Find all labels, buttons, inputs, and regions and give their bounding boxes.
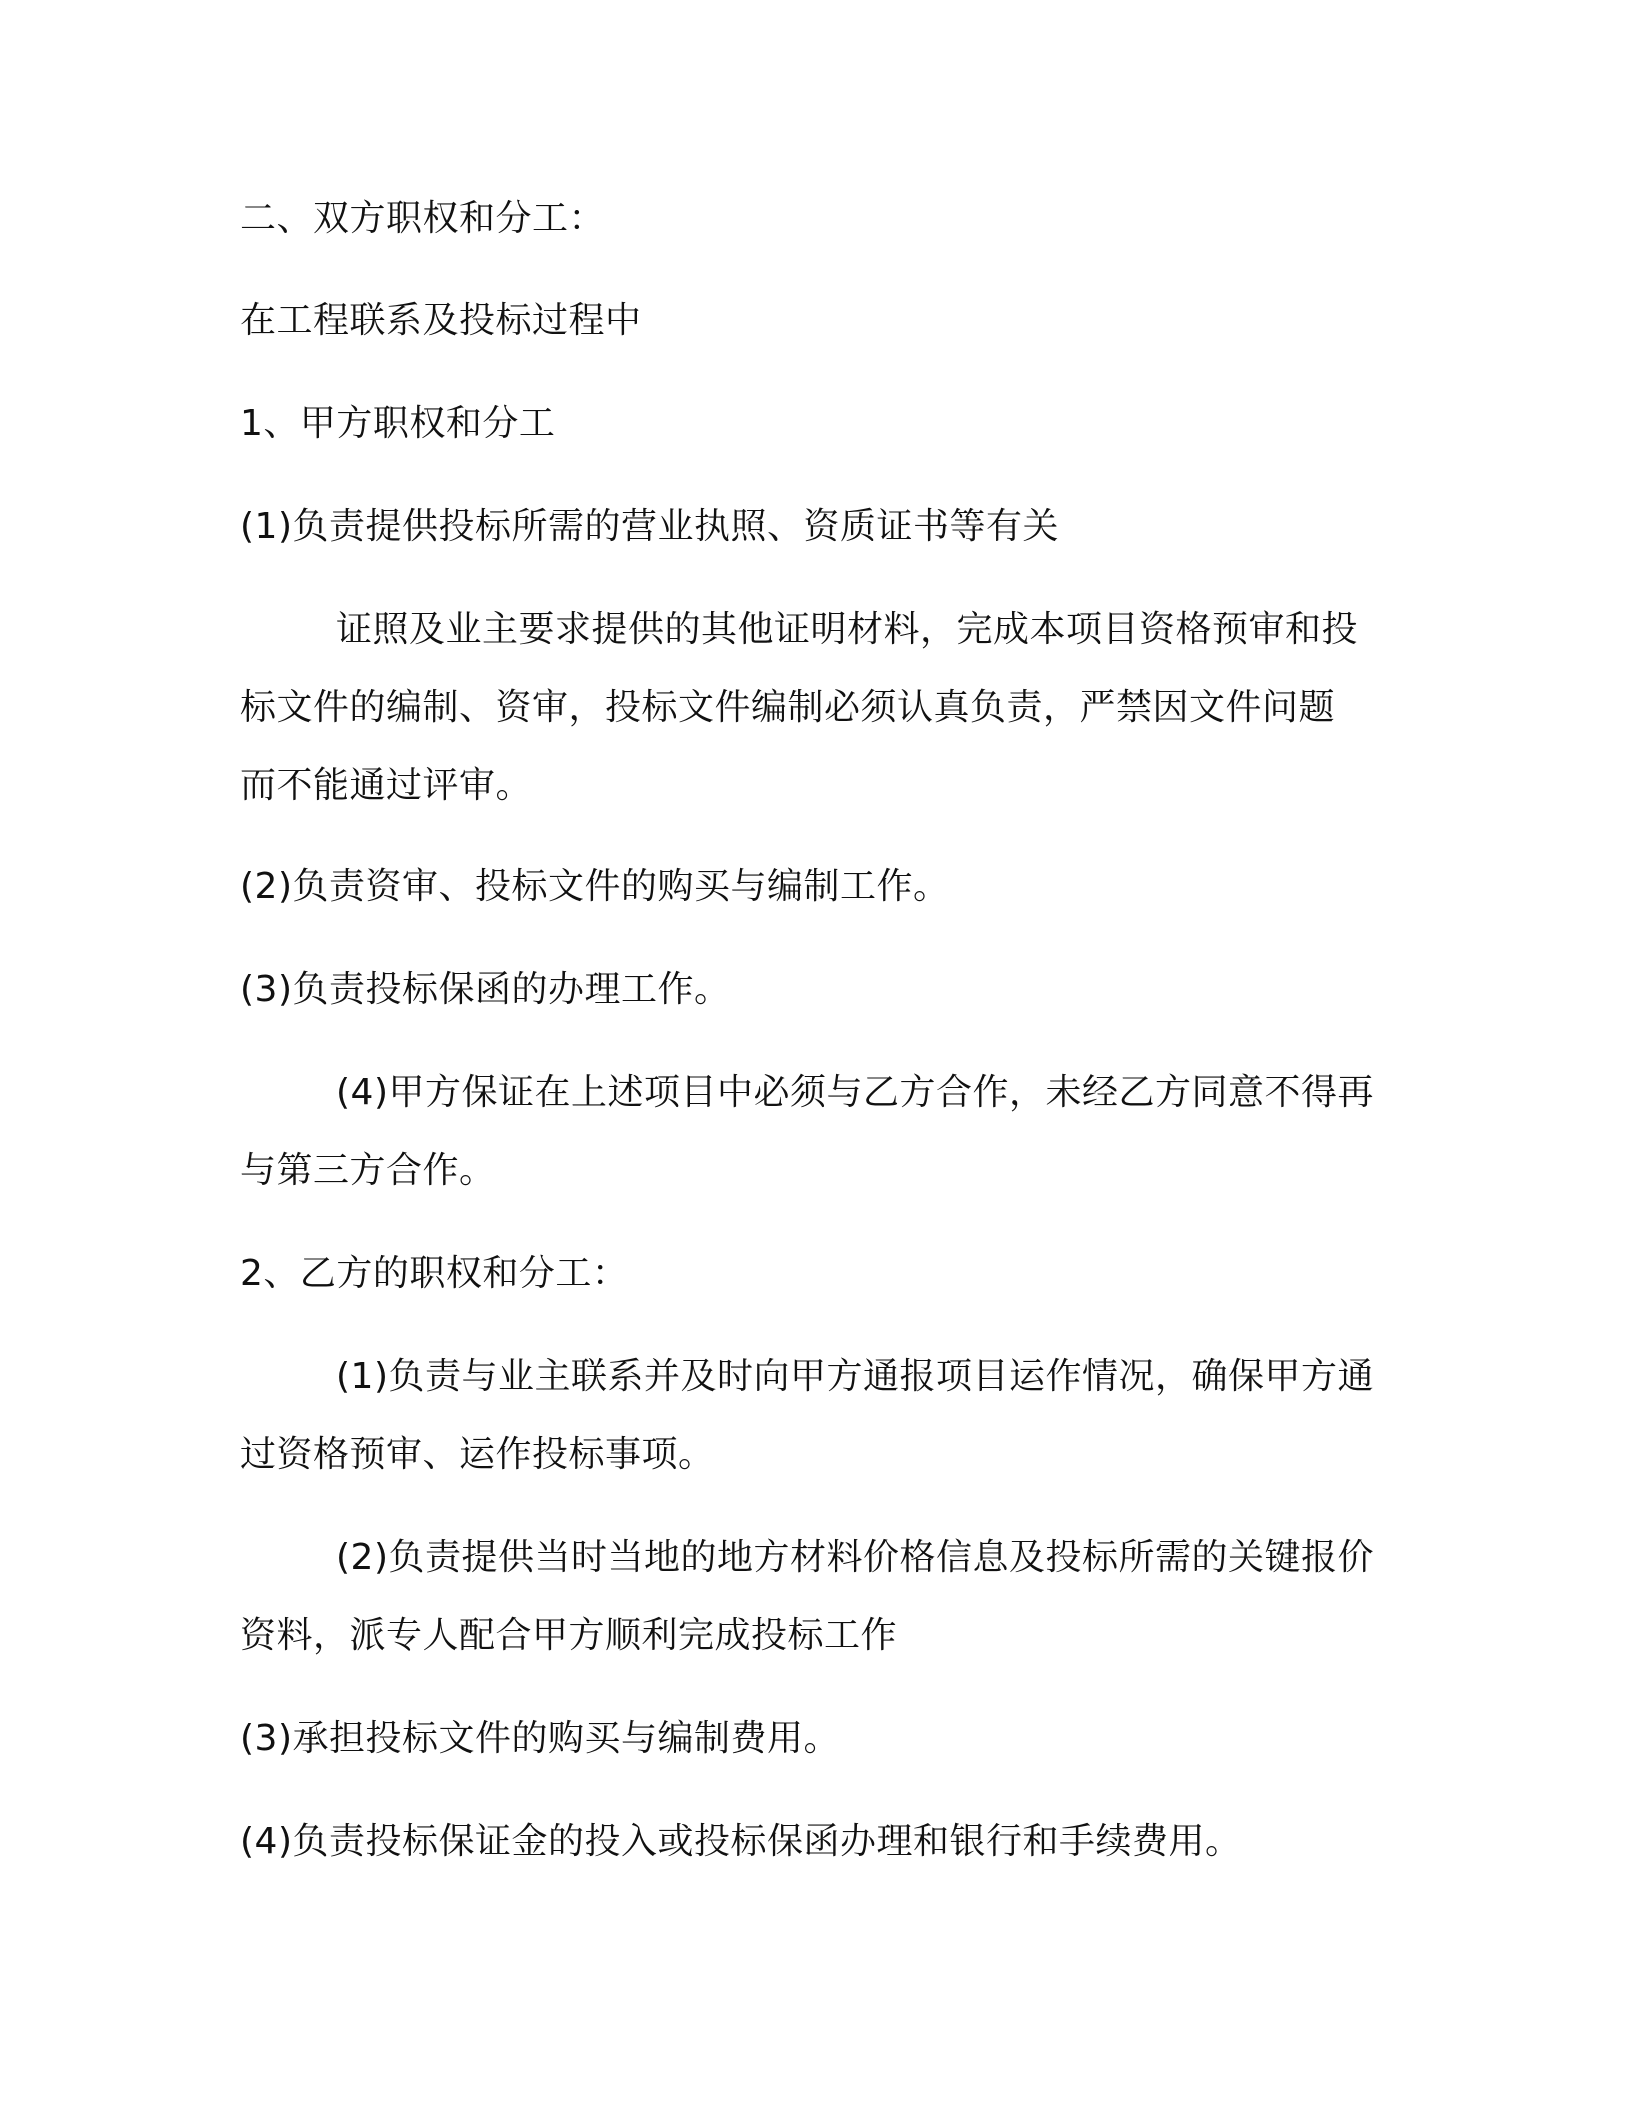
line-3: 而不能通过评审。 [240,765,533,806]
line-1: (1)负责与业主联系并及时向甲方通报项目运作情况，确保甲方通 [336,1356,1374,1397]
line-1: (4)甲方保证在上述项目中必须与乙方合作，未经乙方同意不得再 [336,1072,1374,1113]
line-1: (2)负责提供当时当地的地方材料价格信息及投标所需的关键报价 [336,1537,1374,1578]
party-b-item-4 [240,1803,1390,1881]
subheading-text: 1、甲方职权和分工 [240,403,556,444]
line-2: 与第三方合作。 [240,1150,496,1191]
line-2: 资料，派专人配合甲方顺利完成投标工作 [240,1615,898,1656]
party-b-item-2 [240,1519,1390,1675]
item-text: (3)负责投标保函的办理工作。 [240,969,731,1010]
paragraph-intro [240,282,1390,360]
party-a-item-1-continued [240,591,1390,825]
party-a-item-1 [240,488,1390,566]
line-1: 证照及业主要求提供的其他证明材料，完成本项目资格预审和投 [336,609,1359,650]
subheading-party-b [240,1235,1390,1313]
item-text: (3)承担投标文件的购买与编制费用。 [240,1718,840,1759]
subheading-party-a [240,385,1390,463]
subheading-text: 2、乙方的职权和分工： [240,1253,629,1294]
party-a-item-3 [240,951,1390,1029]
party-a-item-2 [240,848,1390,926]
heading-text: 二、双方职权和分工： [240,198,606,239]
item-text: (2)负责资审、投标文件的购买与编制工作。 [240,866,950,907]
line-2: 过资格预审、运作投标事项。 [240,1434,715,1475]
party-b-item-3 [240,1700,1390,1778]
item-text: (1)负责提供投标所需的营业执照、资质证书等有关 [240,506,1059,547]
paragraph-text: 在工程联系及投标过程中 [240,300,642,341]
item-text: (4)负责投标保证金的投入或投标保函办理和银行和手续费用。 [240,1821,1242,1862]
party-b-item-1 [240,1338,1390,1494]
party-a-item-4 [240,1054,1390,1210]
section-heading-2 [240,180,1390,258]
line-2: 标文件的编制、资审，投标文件编制必须认真负责，严禁因文件问题 [240,687,1336,728]
